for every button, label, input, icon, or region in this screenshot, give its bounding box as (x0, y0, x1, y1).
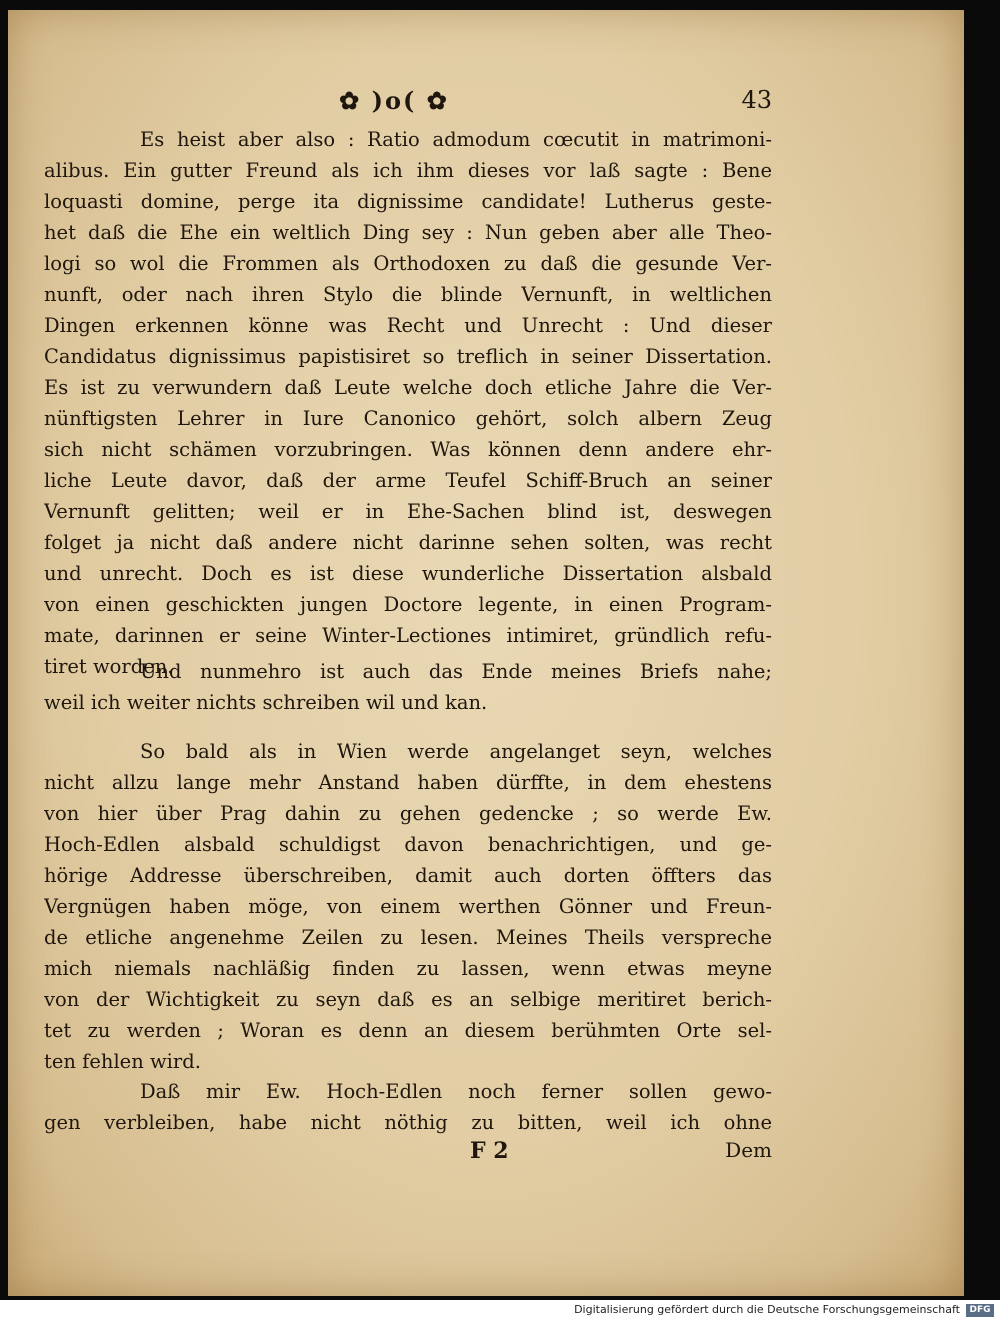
text-line: de etliche angenehme Zeilen zu lesen. Meines Theils verspreche (44, 926, 772, 949)
text-line: sich nicht schämen vorzubringen. Was können denn andere ehr- (44, 438, 772, 461)
text-line: mich niemals nachläßig finden zu lassen, wenn etwas meyne (44, 957, 772, 980)
text-line: von einen geschickten jungen Doctore legente, in einen Program- (44, 593, 772, 616)
page-footer (44, 1138, 772, 1170)
text-line: Dingen erkennen könne was Recht und Unrecht : Und dieser (44, 314, 772, 337)
text-line: So bald als in Wien werde angelanget seyn, welches (140, 740, 772, 763)
text-line: folget ja nicht daß andere nicht darinne sehen solten, was recht (44, 531, 772, 554)
catchword: Dem (725, 1138, 772, 1162)
text-line: weil ich weiter nichts schreiben wil und kan. (44, 691, 488, 714)
signature-mark: F 2 (470, 1138, 509, 1164)
paragraph-4 (44, 1076, 772, 1138)
paragraph-3 (44, 736, 772, 1077)
paragraph-1 (44, 124, 772, 682)
page-number: 43 (741, 86, 772, 114)
text-line: ten fehlen wird. (44, 1050, 201, 1073)
text-line: gen verbleiben, habe nicht nöthig zu bitten, weil ich ohne (44, 1111, 772, 1134)
text-line: nicht allzu lange mehr Anstand haben dürffte, in dem ehestens (44, 771, 772, 794)
text-line: Vergnügen haben möge, von einem werthen Gönner und Freun- (44, 895, 772, 918)
text-line: und unrecht. Doch es ist diese wunderliche Dissertation alsbald (44, 562, 772, 585)
paragraph-2 (44, 656, 772, 718)
text-line: loquasti domine, perge ita dignissime candidate! Lutherus geste- (44, 190, 772, 213)
page-header (44, 82, 772, 122)
text-line: tiret worden. (44, 655, 174, 678)
text-line: tet zu werden ; Woran es denn an diesem berühmten Orte sel- (44, 1019, 772, 1042)
text-line: mate, darinnen er seine Winter-Lectiones intimiret, gründlich refu- (44, 624, 772, 647)
running-head-ornament: ✿ )o( ✿ (339, 86, 449, 115)
text-line: logi so wol die Frommen als Orthodoxen zu daß die gesunde Ver- (44, 252, 772, 275)
text-line: hörige Addresse überschreiben, damit auch dorten öffters das (44, 864, 772, 887)
text-line: Candidatus dignissimus papistisiret so treflich in seiner Dissertation. (44, 345, 772, 368)
text-line: Daß mir Ew. Hoch-Edlen noch ferner sollen gewo- (140, 1080, 772, 1103)
text-line: nunft, oder nach ihren Stylo die blinde Vernunft, in weltlichen (44, 283, 772, 306)
text-line: Hoch-Edlen alsbald schuldigst davon benachrichtigen, und ge- (44, 833, 772, 856)
text-line: liche Leute davor, daß der arme Teufel Schiff-Bruch an seiner (44, 469, 772, 492)
text-line: het daß die Ehe ein weltlich Ding sey : Nun geben aber alle Theo- (44, 221, 772, 244)
text-line: von der Wichtigkeit zu seyn daß es an selbige meritiret berich- (44, 988, 772, 1011)
text-line: von hier über Prag dahin zu gehen gedencke ; so werde Ew. (44, 802, 772, 825)
text-line: Es heist aber also : Ratio admodum cœcutit in matrimoni- (140, 128, 772, 151)
funding-bar (0, 1300, 1000, 1321)
text-line: Vernunft gelitten; weil er in Ehe-Sachen blind ist, deswegen (44, 500, 772, 523)
text-line: Es ist zu verwundern daß Leute welche doch etliche Jahre die Ver- (44, 376, 772, 399)
funding-note: Digitalisierung gefördert durch die Deutsche Forschungsgemeinschaft (574, 1303, 960, 1316)
text-line: Und nunmehro ist auch das Ende meines Briefs nahe; (140, 660, 772, 683)
dfg-logo-icon: DFG (966, 1304, 994, 1317)
text-line: alibus. Ein gutter Freund als ich ihm dieses vor laß sagte : Bene (44, 159, 772, 182)
text-line: nünftigsten Lehrer in Iure Canonico gehört, solch albern Zeug (44, 407, 772, 430)
